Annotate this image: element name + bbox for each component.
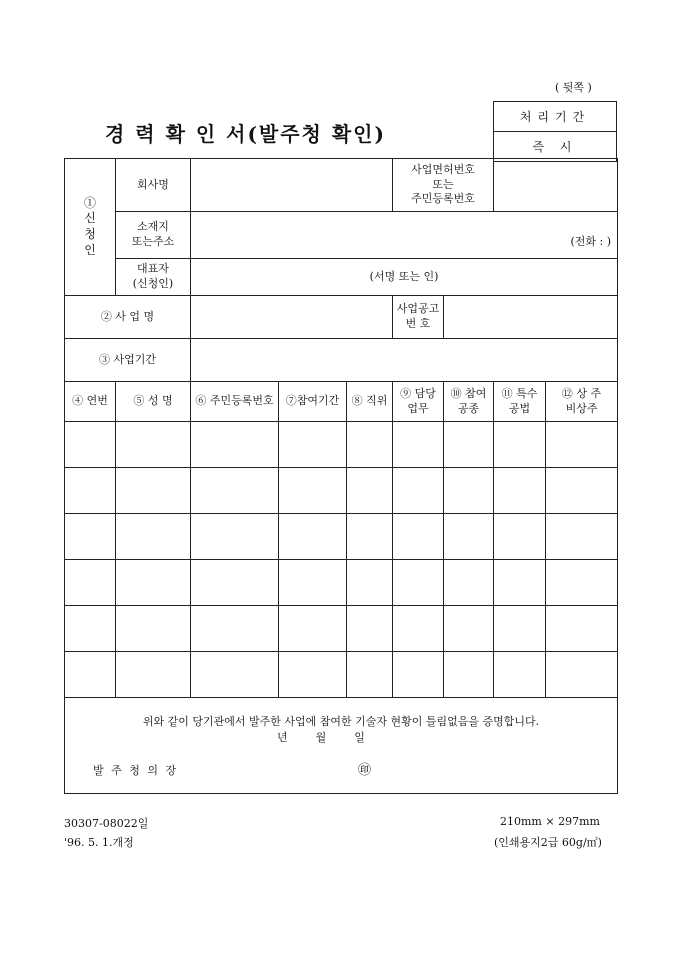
cell[interactable] bbox=[65, 606, 116, 652]
applicant-label: ① 신 청 인 bbox=[65, 159, 116, 296]
cell[interactable] bbox=[279, 652, 347, 698]
cell[interactable] bbox=[279, 560, 347, 606]
processing-period-label: 처리기간 bbox=[494, 102, 617, 132]
processing-period-value: 즉 시 bbox=[494, 132, 617, 162]
phone-label: (전화 : ) bbox=[570, 235, 612, 249]
cell[interactable] bbox=[444, 468, 494, 514]
address-field[interactable] bbox=[191, 212, 618, 259]
cell[interactable] bbox=[116, 606, 191, 652]
license-number-field[interactable] bbox=[494, 159, 618, 212]
company-name-field[interactable] bbox=[191, 159, 393, 212]
col-duty: ⑨ 담당 업무 bbox=[393, 382, 444, 422]
col-special-method: ⑪ 특수 공법 bbox=[494, 382, 546, 422]
cell[interactable] bbox=[546, 606, 618, 652]
cell[interactable] bbox=[393, 560, 444, 606]
table-row bbox=[65, 560, 618, 606]
certification-statement: 위와 같이 당기관에서 발주한 사업에 참여한 기술자 현황이 틀림없음을 증명합니다. bbox=[142, 715, 540, 728]
cell[interactable] bbox=[546, 514, 618, 560]
col-rrn: ⑥ 주민등록번호 bbox=[191, 382, 279, 422]
cell[interactable] bbox=[347, 606, 393, 652]
cell[interactable] bbox=[444, 560, 494, 606]
signature-label: (서명 또는 인) bbox=[369, 269, 439, 283]
seal-mark: ㊞ bbox=[358, 763, 372, 778]
paper-size: 210mm × 297mm bbox=[500, 815, 600, 828]
representative-label: 대표자 (신청인) bbox=[116, 259, 191, 296]
paper-spec: (인쇄용지2급 60g/㎡) bbox=[494, 836, 602, 849]
cell[interactable] bbox=[444, 514, 494, 560]
cell[interactable] bbox=[393, 468, 444, 514]
table-row bbox=[65, 422, 618, 468]
col-resident: ⑫ 상 주 비상주 bbox=[546, 382, 618, 422]
certification-date: 년 월 일 bbox=[277, 731, 365, 744]
table-row bbox=[65, 514, 618, 560]
certification-section bbox=[65, 698, 618, 794]
cell[interactable] bbox=[65, 468, 116, 514]
project-period-field[interactable] bbox=[191, 339, 618, 382]
cell[interactable] bbox=[347, 422, 393, 468]
cell[interactable] bbox=[494, 652, 546, 698]
cell[interactable] bbox=[116, 560, 191, 606]
cell[interactable] bbox=[444, 606, 494, 652]
cell[interactable] bbox=[444, 422, 494, 468]
cell[interactable] bbox=[65, 514, 116, 560]
cell[interactable] bbox=[393, 422, 444, 468]
cell[interactable] bbox=[444, 652, 494, 698]
cell[interactable] bbox=[393, 606, 444, 652]
back-page-label: ( 뒷쪽 ) bbox=[555, 81, 592, 94]
address-label: 소재지 또는주소 bbox=[116, 212, 191, 259]
cell[interactable] bbox=[191, 422, 279, 468]
col-work-type: ⑩ 참여 공종 bbox=[444, 382, 494, 422]
cell[interactable] bbox=[494, 468, 546, 514]
cell[interactable] bbox=[279, 422, 347, 468]
cell[interactable] bbox=[393, 652, 444, 698]
cell[interactable] bbox=[279, 468, 347, 514]
issuer-label: 발 주 청 의 장 bbox=[93, 764, 179, 777]
project-notice-field[interactable] bbox=[444, 296, 618, 339]
cell[interactable] bbox=[494, 422, 546, 468]
cell[interactable] bbox=[65, 652, 116, 698]
cell[interactable] bbox=[347, 468, 393, 514]
cell[interactable] bbox=[494, 606, 546, 652]
cell[interactable] bbox=[191, 560, 279, 606]
project-period-label: ③ 사업기간 bbox=[65, 339, 191, 382]
cell[interactable] bbox=[393, 514, 444, 560]
cell[interactable] bbox=[279, 606, 347, 652]
cell[interactable] bbox=[191, 652, 279, 698]
cell[interactable] bbox=[65, 560, 116, 606]
cell[interactable] bbox=[65, 422, 116, 468]
cell[interactable] bbox=[546, 652, 618, 698]
cell[interactable] bbox=[116, 422, 191, 468]
representative-field[interactable] bbox=[191, 259, 618, 296]
cell[interactable] bbox=[279, 514, 347, 560]
col-period: ⑦참여기간 bbox=[279, 382, 347, 422]
col-seq: ④ 연번 bbox=[65, 382, 116, 422]
cell[interactable] bbox=[191, 514, 279, 560]
cell[interactable] bbox=[116, 652, 191, 698]
career-confirmation-table bbox=[64, 158, 618, 794]
cell[interactable] bbox=[494, 514, 546, 560]
cell[interactable] bbox=[347, 652, 393, 698]
cell[interactable] bbox=[546, 422, 618, 468]
cell[interactable] bbox=[191, 468, 279, 514]
project-notice-label: 사업공고 번 호 bbox=[393, 296, 444, 339]
project-name-label: ② 사 업 명 bbox=[65, 296, 191, 339]
table-row bbox=[65, 652, 618, 698]
cell[interactable] bbox=[546, 560, 618, 606]
table-row bbox=[65, 606, 618, 652]
processing-period-box bbox=[493, 101, 617, 162]
col-name: ⑤ 성 명 bbox=[116, 382, 191, 422]
cell[interactable] bbox=[191, 606, 279, 652]
form-code: 30307-08022일 bbox=[64, 817, 149, 830]
license-number-label: 사업면허번호 또는 주민등록번호 bbox=[393, 159, 494, 212]
cell[interactable] bbox=[546, 468, 618, 514]
cell[interactable] bbox=[347, 514, 393, 560]
col-position: ⑧ 직위 bbox=[347, 382, 393, 422]
revision-date: '96. 5. 1.개정 bbox=[64, 836, 134, 849]
project-name-field[interactable] bbox=[191, 296, 393, 339]
cell[interactable] bbox=[347, 560, 393, 606]
cell[interactable] bbox=[494, 560, 546, 606]
company-name-label: 회사명 bbox=[116, 159, 191, 212]
table-row bbox=[65, 468, 618, 514]
cell[interactable] bbox=[116, 514, 191, 560]
form-title: 경 력 확 인 서(발주청 확인) bbox=[105, 122, 386, 146]
cell[interactable] bbox=[116, 468, 191, 514]
